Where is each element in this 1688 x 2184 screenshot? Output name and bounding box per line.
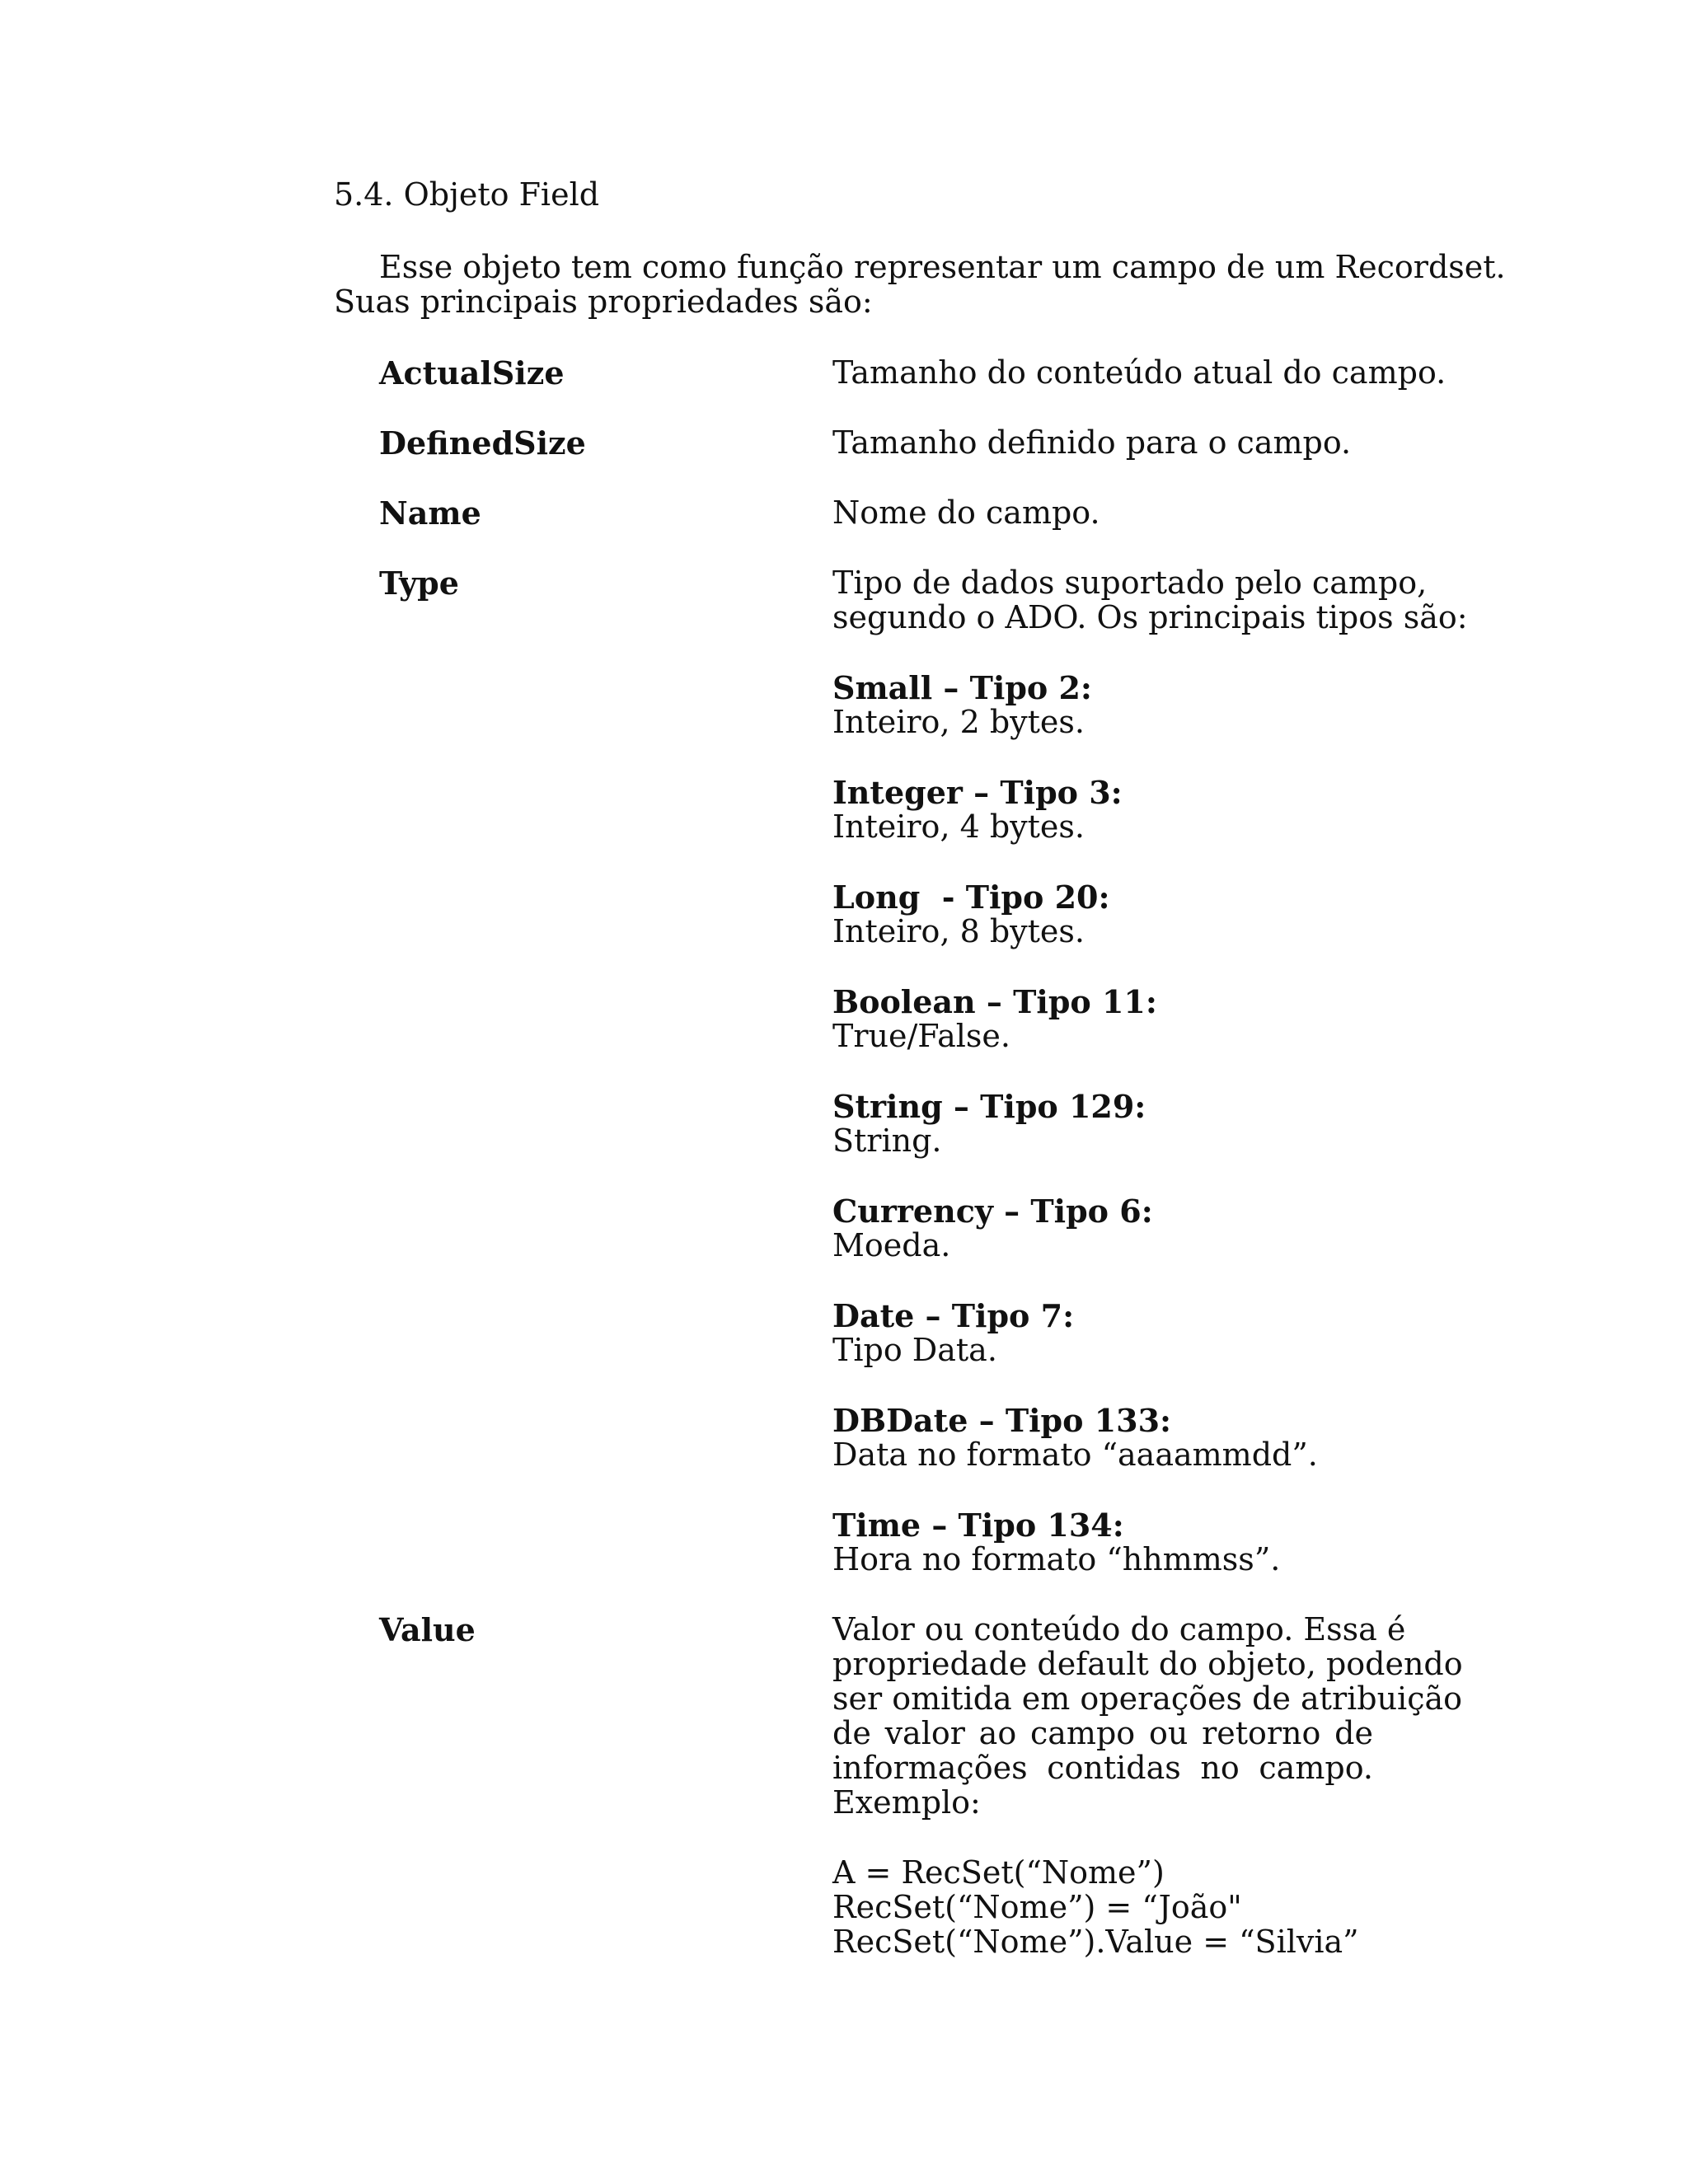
property-desc-type-line-1: Tipo de dados suportado pelo campo,: [832, 565, 1428, 601]
property-name-value: Value: [379, 1611, 476, 1648]
property-desc-type-line-2: segundo o ADO. Os principais tipos são:: [832, 599, 1468, 635]
example-line: RecSet(“Nome”).Value = “Silvia”: [832, 1924, 1359, 1960]
property-desc-name: Nome do campo.: [832, 494, 1100, 531]
type-title: Currency – Tipo 6:: [832, 1193, 1153, 1230]
property-desc-actualsize: Tamanho do conteúdo atual do campo.: [832, 354, 1447, 391]
type-desc: Inteiro, 2 bytes.: [832, 704, 1085, 740]
intro-line-2: Suas principais propriedades são:: [334, 284, 873, 320]
type-desc: Tipo Data.: [832, 1332, 997, 1368]
type-title: String – Tipo 129:: [832, 1088, 1146, 1125]
property-name-name: Name: [379, 494, 481, 532]
property-desc-value-line: ser omitida em operações de atribuição: [832, 1680, 1463, 1717]
property-name-definedsize: DefinedSize: [379, 424, 586, 462]
property-desc-value-line: Valor ou conteúdo do campo. Essa é: [832, 1611, 1406, 1647]
property-desc-value-line: de valor ao campo ou retorno de: [832, 1715, 1373, 1751]
type-title: Integer – Tipo 3:: [832, 774, 1123, 811]
type-title: Boolean – Tipo 11:: [832, 983, 1157, 1020]
type-title: Small – Tipo 2:: [832, 669, 1092, 706]
type-title: Long - Tipo 20:: [832, 879, 1110, 916]
type-desc: Inteiro, 4 bytes.: [832, 808, 1085, 845]
type-title: Date – Tipo 7:: [832, 1297, 1075, 1334]
property-desc-value-line: propriedade default do objeto, podendo: [832, 1646, 1463, 1682]
type-title: Time – Tipo 134:: [832, 1507, 1124, 1544]
type-desc: String.: [832, 1122, 942, 1159]
intro-line-1: Esse objeto tem como função representar um campo de um Recordset.: [379, 249, 1506, 285]
type-desc: True/False.: [832, 1018, 1010, 1054]
type-desc: Data no formato “aaaammdd”.: [832, 1436, 1318, 1473]
type-desc: Inteiro, 8 bytes.: [832, 913, 1085, 949]
example-line: A = RecSet(“Nome”): [832, 1854, 1165, 1891]
example-line: RecSet(“Nome”) = “João": [832, 1889, 1242, 1925]
property-desc-definedsize: Tamanho definido para o campo.: [832, 424, 1352, 461]
type-title: DBDate – Tipo 133:: [832, 1402, 1172, 1439]
section-heading: 5.4. Objeto Field: [334, 176, 600, 213]
property-name-actualsize: ActualSize: [379, 354, 565, 391]
type-desc: Moeda.: [832, 1227, 951, 1263]
property-desc-value-line: informações contidas no campo.: [832, 1750, 1373, 1786]
property-desc-value-last: Exemplo:: [832, 1784, 981, 1821]
property-name-type: Type: [379, 565, 459, 602]
type-desc: Hora no formato “hhmmss”.: [832, 1541, 1281, 1577]
